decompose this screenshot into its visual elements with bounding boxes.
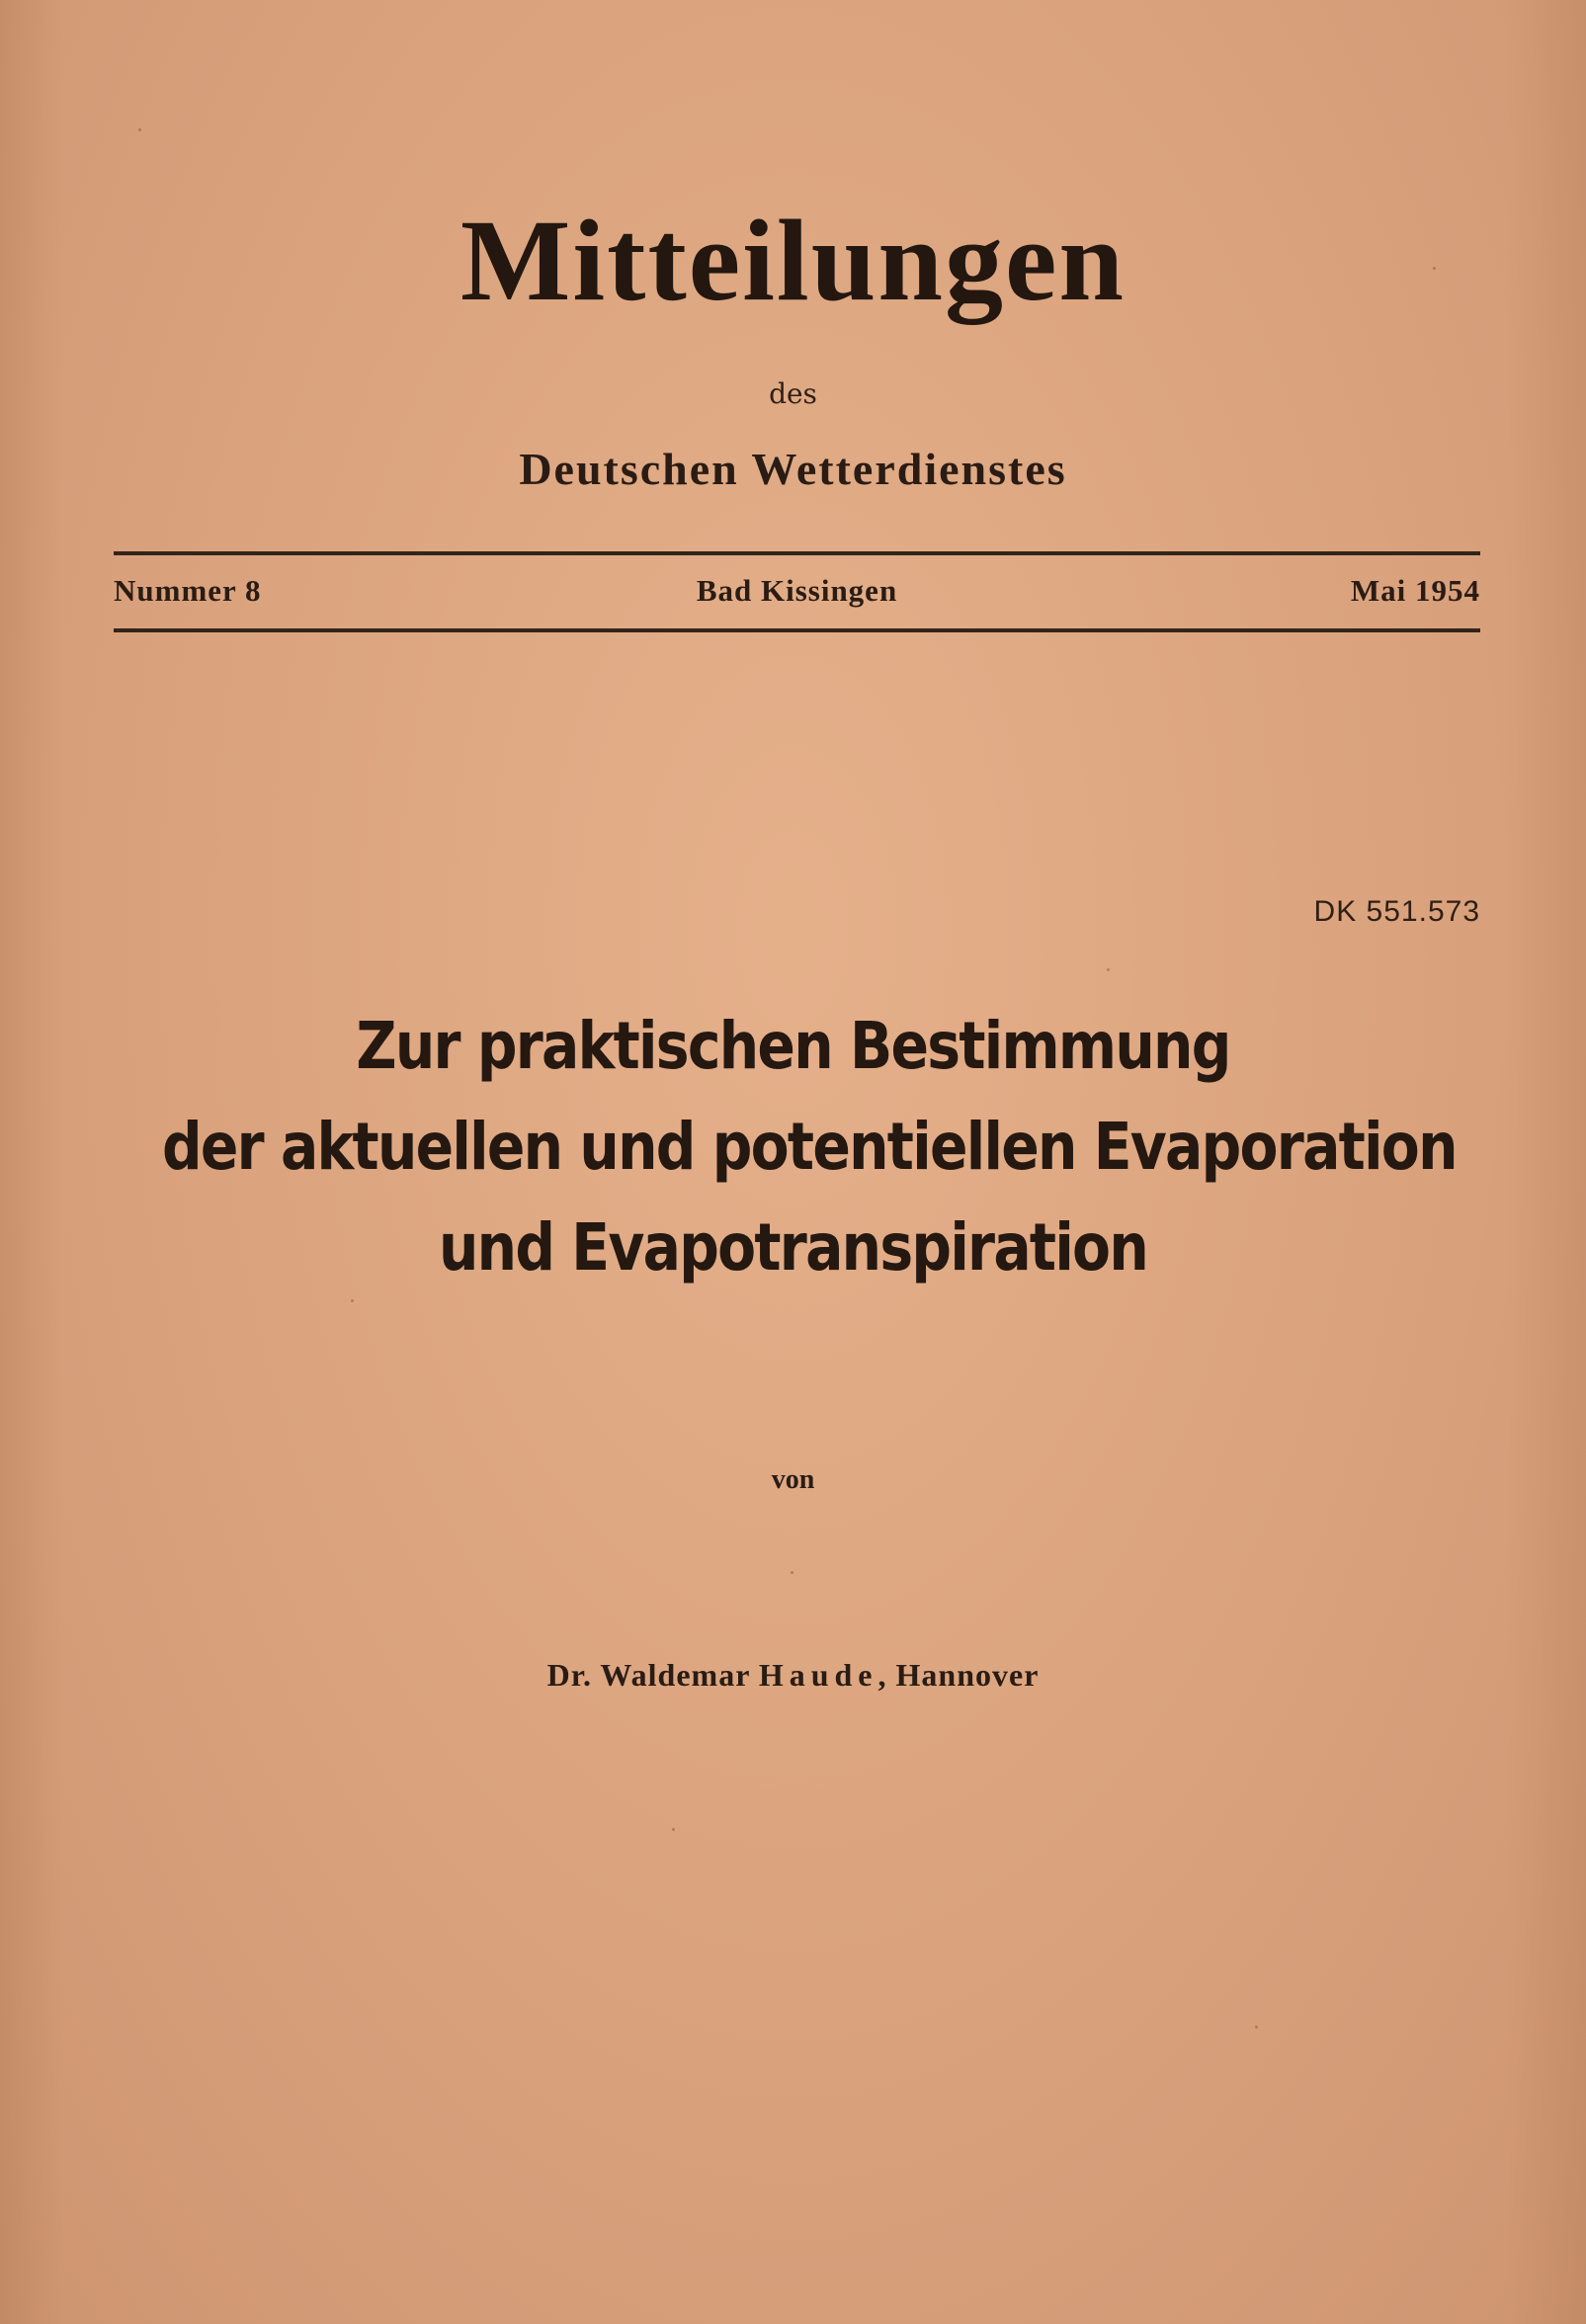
paper-speck bbox=[791, 1571, 793, 1574]
paper-speck bbox=[1107, 968, 1110, 971]
author-surname: Haude bbox=[758, 1657, 878, 1693]
journal-preposition: des bbox=[769, 377, 817, 410]
paper-speck bbox=[672, 1828, 675, 1831]
issue-date: Mai 1954 bbox=[1350, 573, 1480, 608]
byline-von: von bbox=[771, 1464, 815, 1495]
issue-place: Bad Kissingen bbox=[696, 573, 898, 608]
bottom-divider-rule bbox=[114, 628, 1480, 632]
author-line bbox=[0, 1657, 1586, 1694]
paper-speck bbox=[1255, 2026, 1258, 2029]
article-title bbox=[161, 996, 1457, 1298]
author-prefix: Dr. Waldemar bbox=[546, 1657, 750, 1693]
top-divider-rule bbox=[114, 551, 1480, 555]
author-suffix: , Hannover bbox=[877, 1657, 1040, 1693]
classification-number: DK 551.573 bbox=[1313, 895, 1480, 928]
journal-title: Mitteilungen bbox=[460, 196, 1126, 325]
article-title-line: und Evapotranspiration bbox=[438, 1209, 1148, 1286]
issue-number: Nummer 8 bbox=[114, 573, 262, 608]
paper-speck bbox=[351, 1299, 354, 1302]
paper-speck bbox=[138, 128, 141, 131]
article-title-line: der aktuellen und potentiellen Evaporation bbox=[161, 1109, 1457, 1185]
journal-organization: Deutschen Wetterdienstes bbox=[519, 444, 1067, 494]
article-title-line: Zur praktischen Bestimmung bbox=[356, 1008, 1230, 1084]
